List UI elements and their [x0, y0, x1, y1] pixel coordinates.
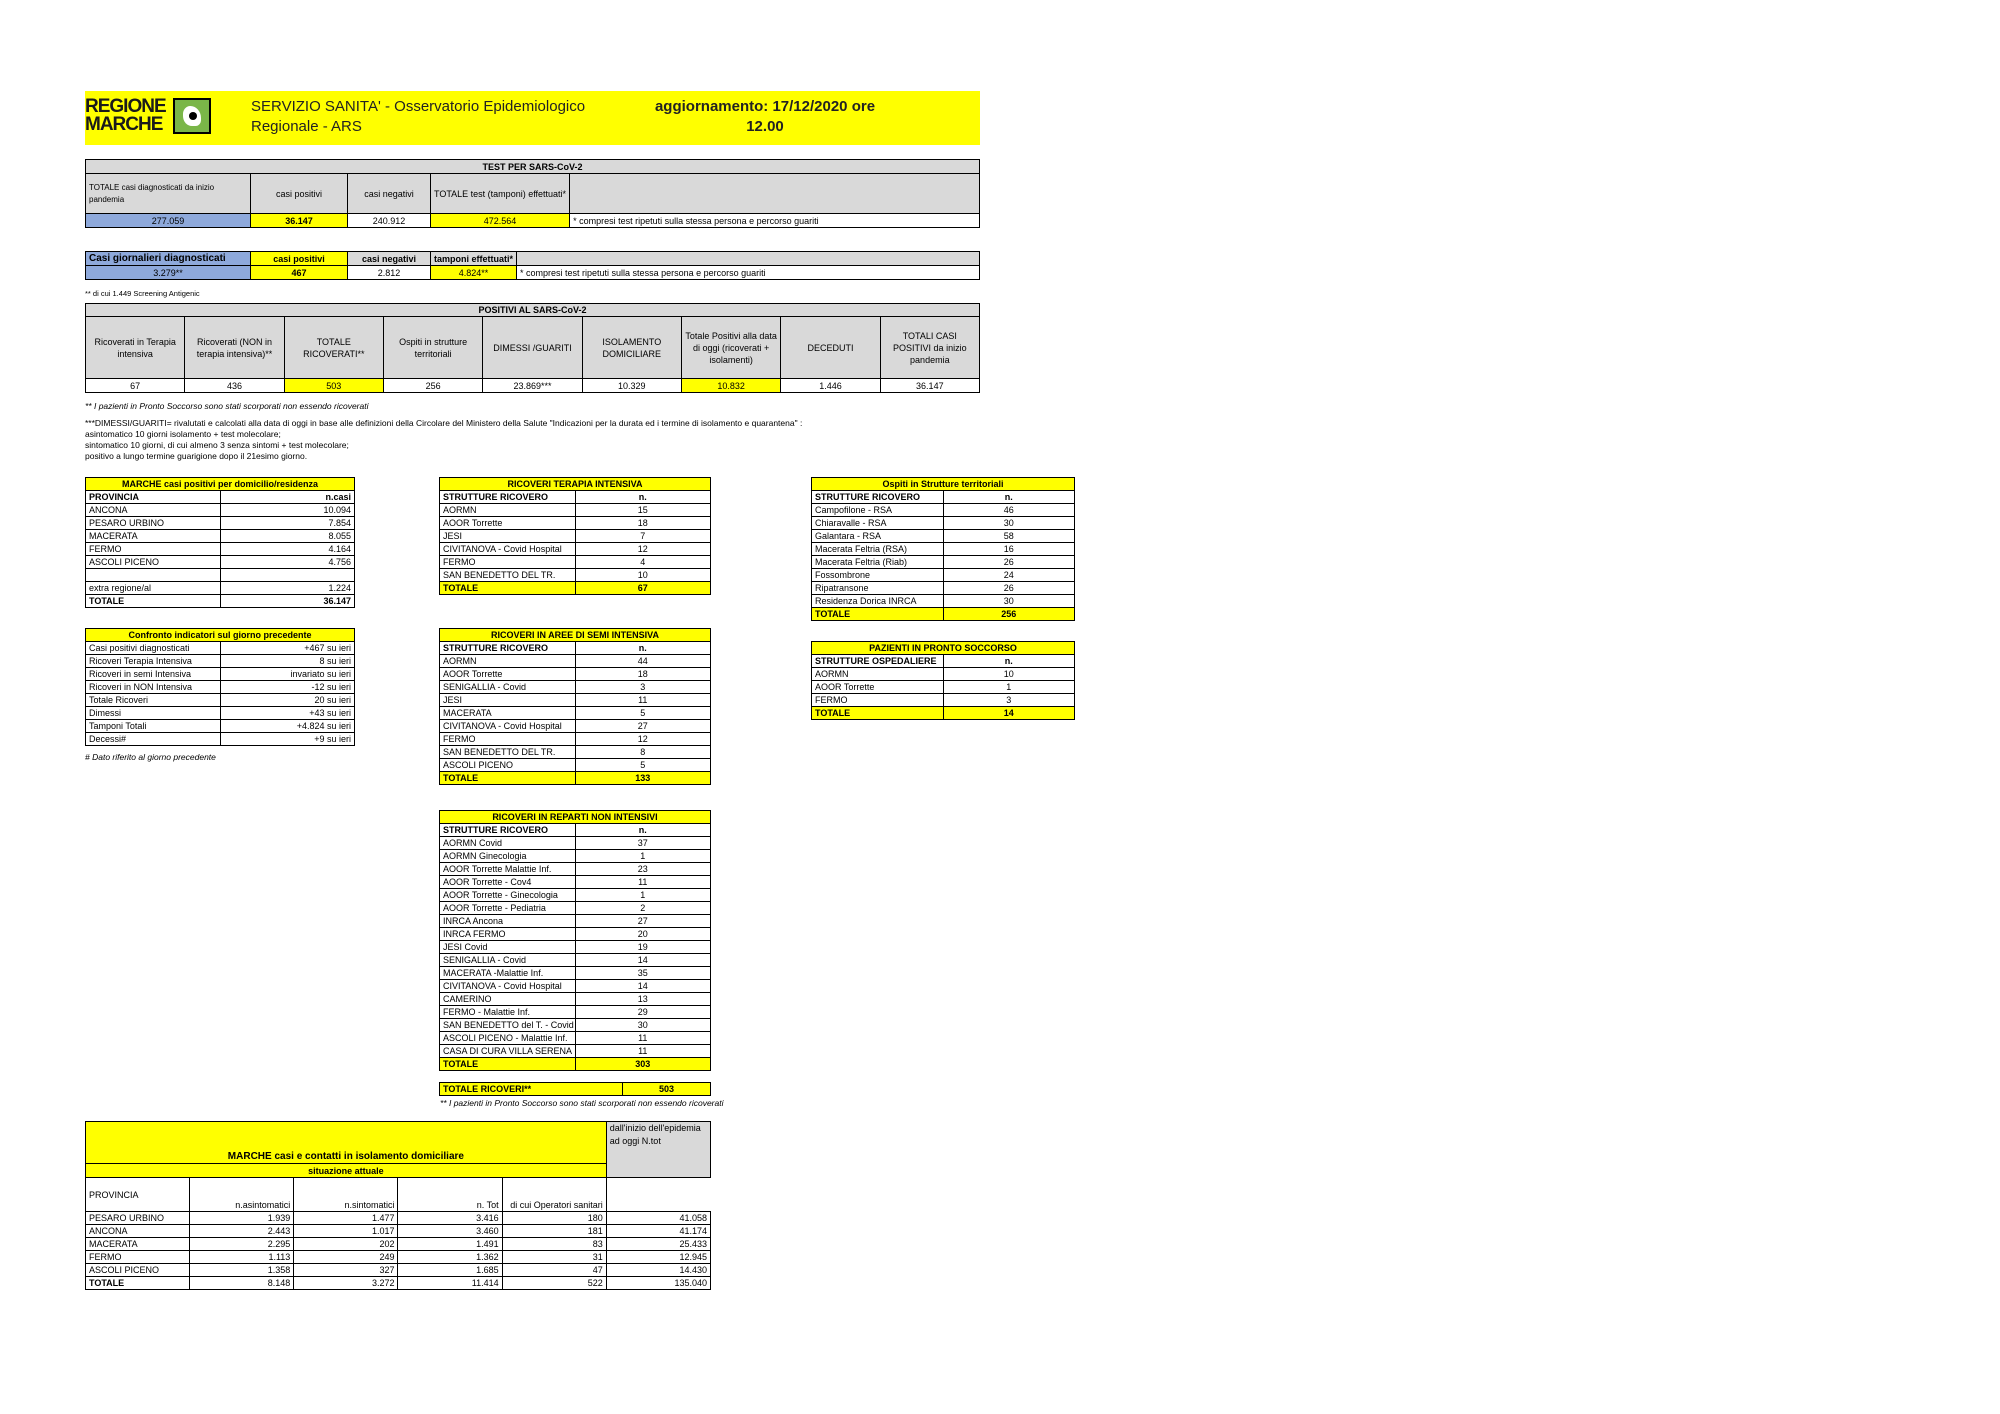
isolamento-cell: 249 — [294, 1251, 398, 1264]
positivi-table — [85, 303, 980, 393]
si-value: 3 — [575, 681, 711, 694]
si-value: 5 — [575, 707, 711, 720]
si-value: 8 — [575, 746, 711, 759]
isolamento-cell: 180 — [502, 1212, 606, 1225]
ti-struttura: SAN BENEDETTO DEL TR. — [440, 569, 576, 582]
daily-header-empty — [517, 252, 980, 266]
tests-header-negativi: casi negativi — [348, 174, 431, 214]
ni-struttura: ASCOLI PICENO - Malattie Inf. — [440, 1032, 576, 1045]
ni-value: 2 — [575, 902, 711, 915]
ti-struttura: CIVITANOVA - Covid Hospital — [440, 543, 576, 556]
isolamento-cell: 1.113 — [190, 1251, 294, 1264]
ps-title: PAZIENTI IN PRONTO SOCCORSO — [812, 642, 1075, 655]
totale-ricoveri-label: TOTALE RICOVERI** — [440, 1083, 623, 1096]
pronto-soccorso-table — [811, 641, 1075, 720]
ni-value: 11 — [575, 1032, 711, 1045]
isolamento-total-cell: 135.040 — [606, 1277, 710, 1290]
ni-value: 19 — [575, 941, 711, 954]
positivi-header-ospiti: Ospiti in strutture territoriali — [383, 317, 482, 379]
si-total-value: 133 — [575, 772, 711, 785]
update-line1: aggiornamento: 17/12/2020 ore — [654, 98, 876, 115]
ni-struttura: INRCA FERMO — [440, 928, 576, 941]
si-col1: STRUTTURE RICOVERO — [440, 642, 576, 655]
semi-intensiva-table — [439, 628, 711, 785]
tests-value-negativi: 240.912 — [348, 214, 431, 228]
isolamento-cell: 2.295 — [190, 1238, 294, 1251]
daily-value-negativi: 2.812 — [348, 266, 431, 280]
isolamento-title: MARCHE casi e contatti in isolamento domiciliare — [86, 1122, 607, 1164]
positivi-header-totric: TOTALE RICOVERATI** — [284, 317, 383, 379]
provincia-value: 10.094 — [220, 504, 355, 517]
ps-col1: STRUTTURE OSPEDALIERE — [812, 655, 944, 668]
ni-struttura: JESI Covid — [440, 941, 576, 954]
ps-value: 1 — [943, 681, 1075, 694]
daily-value-positivi: 467 — [251, 266, 348, 280]
ti-value: 7 — [575, 530, 711, 543]
confronto-value: +4.824 su ieri — [220, 720, 355, 733]
provincia-name: MACERATA — [86, 530, 221, 543]
isolamento-total-label: TOTALE — [86, 1277, 190, 1290]
dimessi-note-line: positivo a lungo termine guarigione dopo il 21esimo giorno. — [85, 451, 308, 461]
provincia-value: 4.164 — [220, 543, 355, 556]
ni-value: 29 — [575, 1006, 711, 1019]
provincia-value: 8.055 — [220, 530, 355, 543]
confronto-label: Ricoveri in NON Intensiva — [86, 681, 221, 694]
isolamento-cell: 327 — [294, 1264, 398, 1277]
positivi-header-dimessi: DIMESSI /GUARITI — [483, 317, 582, 379]
positivi-value-nonti: 436 — [185, 379, 284, 393]
daily-value-tamponi: 4.824** — [431, 266, 517, 280]
provincia-name: PESARO URBINO — [86, 517, 221, 530]
ni-value: 30 — [575, 1019, 711, 1032]
tests-header-empty — [570, 174, 980, 214]
totale-ricoveri-table — [439, 1082, 711, 1096]
si-value: 12 — [575, 733, 711, 746]
confronto-title: Confronto indicatori sul giorno precedente — [86, 629, 355, 642]
ti-col2: n. — [575, 491, 711, 504]
ni-struttura: AORMN Ginecologia — [440, 850, 576, 863]
tests-title: TEST PER SARS-CoV-2 — [86, 160, 980, 174]
si-value: 11 — [575, 694, 711, 707]
positivi-value-totali: 36.147 — [880, 379, 979, 393]
ni-struttura: AOOR Torrette Malattie Inf. — [440, 863, 576, 876]
positivi-header-totpos: Totale Positivi alla data di oggi (ricoverati + isolamenti) — [681, 317, 780, 379]
provincia-col1: PROVINCIA — [86, 491, 221, 504]
confronto-label: Ricoveri in semi Intensiva — [86, 668, 221, 681]
ti-struttura: AOOR Torrette — [440, 517, 576, 530]
totale-ricoveri-note: ** I pazienti in Pronto Soccorso sono stati scorporati non essendo ricoverati — [440, 1098, 724, 1108]
si-struttura: JESI — [440, 694, 576, 707]
ni-value: 23 — [575, 863, 711, 876]
ni-value: 1 — [575, 889, 711, 902]
ni-value: 14 — [575, 954, 711, 967]
ps-struttura: FERMO — [812, 694, 944, 707]
ni-struttura: AOOR Torrette - Pediatria — [440, 902, 576, 915]
positivi-value-totpos: 10.832 — [681, 379, 780, 393]
provincia-value: 4.756 — [220, 556, 355, 569]
non-intensivi-table — [439, 810, 711, 1071]
si-value: 5 — [575, 759, 711, 772]
ni-value: 11 — [575, 876, 711, 889]
confronto-value: +9 su ieri — [220, 733, 355, 746]
isolamento-total-cell: 522 — [502, 1277, 606, 1290]
ni-col1: STRUTTURE RICOVERO — [440, 824, 576, 837]
header-banner — [85, 91, 980, 145]
ti-struttura: JESI — [440, 530, 576, 543]
isolamento-cell: 202 — [294, 1238, 398, 1251]
isolamento-cell: 1.358 — [190, 1264, 294, 1277]
positivi-header-totali: TOTALI CASI POSITIVI da inizio pandemia — [880, 317, 979, 379]
ospiti-value: 24 — [943, 569, 1075, 582]
daily-table — [85, 251, 980, 280]
isolamento-cell: 47 — [502, 1264, 606, 1277]
ps-total-value: 14 — [943, 707, 1075, 720]
tests-value-positivi: 36.147 — [251, 214, 348, 228]
positivi-note: ** I pazienti in Pronto Soccorso sono stati scorporati non essendo ricoverati — [85, 401, 369, 411]
provincia-col2: n.casi — [220, 491, 355, 504]
si-struttura: AORMN — [440, 655, 576, 668]
ti-value: 18 — [575, 517, 711, 530]
ospiti-struttura: Ripatransone — [812, 582, 944, 595]
provincia-name: ANCONA — [86, 504, 221, 517]
dimessi-note-line: sintomatico 10 giorni, di cui almeno 3 senza sintomi + test molecolare; — [85, 440, 349, 450]
ospiti-col1: STRUTTURE RICOVERO — [812, 491, 944, 504]
ps-total-label: TOTALE — [812, 707, 944, 720]
si-struttura: ASCOLI PICENO — [440, 759, 576, 772]
confronto-value: invariato su ieri — [220, 668, 355, 681]
positivi-value-deceduti: 1.446 — [781, 379, 880, 393]
confronto-label: Tamponi Totali — [86, 720, 221, 733]
isolamento-cell: 1.685 — [398, 1264, 502, 1277]
logo-emblem-icon — [173, 98, 211, 134]
positivi-value-isolamento: 10.329 — [582, 379, 681, 393]
tests-value-tamponi: 472.564 — [431, 214, 570, 228]
ti-struttura: FERMO — [440, 556, 576, 569]
daily-header-tamponi: tamponi effettuati* — [431, 252, 517, 266]
ni-total-label: TOTALE — [440, 1058, 576, 1071]
confronto-value: +467 su ieri — [220, 642, 355, 655]
positivi-header-deceduti: DECEDUTI — [781, 317, 880, 379]
ps-col2: n. — [943, 655, 1075, 668]
ti-struttura: AORMN — [440, 504, 576, 517]
isolamento-cell: 31 — [502, 1251, 606, 1264]
isolamento-header-tot: n. Tot — [398, 1178, 502, 1212]
ni-value: 14 — [575, 980, 711, 993]
logo-line1: REGIONE — [85, 96, 166, 117]
ospiti-value: 46 — [943, 504, 1075, 517]
ti-col1: STRUTTURE RICOVERO — [440, 491, 576, 504]
positivi-header-nonti: Ricoverati (NON in terapia intensiva)** — [185, 317, 284, 379]
service-title — [251, 97, 585, 137]
tests-header-positivi: casi positivi — [251, 174, 348, 214]
service-line1: SERVIZIO SANITA' - Osservatorio Epidemiologico — [251, 98, 586, 115]
dimessi-note-line: ***DIMESSI/GUARITI= rivalutati e calcolati alla data di oggi in base alle definizioni della Circolare del Ministero della Salute "Indicazioni per la durata ed i termine di isolamento e quarantena" : — [85, 418, 803, 428]
isolamento-total-cell: 3.272 — [294, 1277, 398, 1290]
provincia-value: 1.224 — [220, 582, 355, 595]
provincia-title: MARCHE casi positivi per domicilio/residenza — [86, 478, 355, 491]
ps-struttura: AORMN — [812, 668, 944, 681]
isolamento-cell: 83 — [502, 1238, 606, 1251]
ospiti-value: 58 — [943, 530, 1075, 543]
ni-struttura: CAMERINO — [440, 993, 576, 1006]
isolamento-cell: 3.416 — [398, 1212, 502, 1225]
confronto-label: Decessi# — [86, 733, 221, 746]
confronto-value: +43 su ieri — [220, 707, 355, 720]
si-struttura: MACERATA — [440, 707, 576, 720]
ni-struttura: CASA DI CURA VILLA SERENA — [440, 1045, 576, 1058]
dimessi-note-line: asintomatico 10 giorni isolamento + test molecolare; — [85, 429, 281, 439]
si-struttura: FERMO — [440, 733, 576, 746]
si-struttura: AOOR Torrette — [440, 668, 576, 681]
si-struttura: CIVITANOVA - Covid Hospital — [440, 720, 576, 733]
confronto-label: Totale Ricoveri — [86, 694, 221, 707]
ospiti-struttura: Chiaravalle - RSA — [812, 517, 944, 530]
provincia-total-label: TOTALE — [86, 595, 221, 608]
ospiti-title: Ospiti in Strutture territoriali — [812, 478, 1075, 491]
logo-line2: MARCHE — [85, 114, 163, 135]
provincia-value: 7.854 — [220, 517, 355, 530]
ni-struttura: AOOR Torrette - Ginecologia — [440, 889, 576, 902]
ospiti-value: 26 — [943, 556, 1075, 569]
isolamento-cell: 1.939 — [190, 1212, 294, 1225]
isolamento-total-cell: 8.148 — [190, 1277, 294, 1290]
positivi-header-isolamento: ISOLAMENTO DOMICILIARE — [582, 317, 681, 379]
ospiti-value: 26 — [943, 582, 1075, 595]
ni-value: 27 — [575, 915, 711, 928]
isolamento-total-cell: 11.414 — [398, 1277, 502, 1290]
update-info — [645, 97, 885, 137]
provincia-total-value: 36.147 — [220, 595, 355, 608]
ti-total-label: TOTALE — [440, 582, 576, 595]
isolamento-provincia: PESARO URBINO — [86, 1212, 190, 1225]
isolamento-provincia: ASCOLI PICENO — [86, 1264, 190, 1277]
provincia-table — [85, 477, 355, 608]
ospiti-value: 30 — [943, 517, 1075, 530]
ti-value: 12 — [575, 543, 711, 556]
ni-struttura: INRCA Ancona — [440, 915, 576, 928]
ni-struttura: SENIGALLIA - Covid — [440, 954, 576, 967]
ospiti-total-label: TOTALE — [812, 608, 944, 621]
isolamento-cell: 12.945 — [606, 1251, 710, 1264]
si-col2: n. — [575, 642, 711, 655]
isolamento-cell: 25.433 — [606, 1238, 710, 1251]
daily-header-positivi: casi positivi — [251, 252, 348, 266]
positivi-value-totric: 503 — [284, 379, 383, 393]
totale-ricoveri-value: 503 — [623, 1083, 711, 1096]
isolamento-since-label: dall'inizio dell'epidemia ad oggi N.tot — [606, 1122, 710, 1178]
isolamento-cell: 181 — [502, 1225, 606, 1238]
ospiti-struttura: Macerata Feltria (Riab) — [812, 556, 944, 569]
confronto-label: Casi positivi diagnosticati — [86, 642, 221, 655]
provincia-name — [86, 569, 221, 582]
ospiti-struttura: Residenza Dorica INRCA — [812, 595, 944, 608]
ni-total-value: 303 — [575, 1058, 711, 1071]
isolamento-cell: 1.477 — [294, 1212, 398, 1225]
positivi-value-ospiti: 256 — [383, 379, 482, 393]
provincia-name: ASCOLI PICENO — [86, 556, 221, 569]
provincia-value — [220, 569, 355, 582]
provincia-name: FERMO — [86, 543, 221, 556]
si-title: RICOVERI IN AREE DI SEMI INTENSIVA — [440, 629, 711, 642]
isolamento-cell: 2.443 — [190, 1225, 294, 1238]
service-line2: Regionale - ARS — [251, 118, 362, 135]
confronto-label: Ricoveri Terapia Intensiva — [86, 655, 221, 668]
ospiti-value: 30 — [943, 595, 1075, 608]
isolamento-cell: 1.491 — [398, 1238, 502, 1251]
isolamento-header-asintomatici: n.asintomatici — [190, 1178, 294, 1212]
daily-header-negativi: casi negativi — [348, 252, 431, 266]
ni-value: 20 — [575, 928, 711, 941]
dimessi-notes — [85, 418, 802, 462]
ospiti-col2: n. — [943, 491, 1075, 504]
tests-note: * compresi test ripetuti sulla stessa persona e percorso guariti — [570, 214, 980, 228]
ti-value: 4 — [575, 556, 711, 569]
confronto-table — [85, 628, 355, 746]
ospiti-table — [811, 477, 1075, 621]
ps-value: 10 — [943, 668, 1075, 681]
isolamento-cell: 1.017 — [294, 1225, 398, 1238]
isolamento-provincia: MACERATA — [86, 1238, 190, 1251]
update-line2: 12.00 — [746, 118, 784, 135]
ospiti-struttura: Galantara - RSA — [812, 530, 944, 543]
isolamento-cell: 41.058 — [606, 1212, 710, 1225]
si-total-label: TOTALE — [440, 772, 576, 785]
ni-struttura: SAN BENEDETTO del T. - Covid — [440, 1019, 576, 1032]
isolamento-header-provincia: PROVINCIA — [86, 1178, 190, 1212]
si-value: 44 — [575, 655, 711, 668]
regione-marche-logo — [85, 95, 213, 141]
ni-value: 13 — [575, 993, 711, 1006]
ni-value: 37 — [575, 837, 711, 850]
confronto-note: # Dato riferito al giorno precedente — [85, 752, 216, 762]
ti-value: 15 — [575, 504, 711, 517]
ospiti-struttura: Macerata Feltria (RSA) — [812, 543, 944, 556]
confronto-value: 20 su ieri — [220, 694, 355, 707]
tests-value-totale: 277.059 — [86, 214, 251, 228]
isolamento-provincia: FERMO — [86, 1251, 190, 1264]
tests-header-tamponi: TOTALE test (tamponi) effettuati* — [431, 174, 570, 214]
daily-footnote: ** di cui 1.449 Screening Antigenic — [85, 289, 200, 298]
ospiti-total-value: 256 — [943, 608, 1075, 621]
ni-struttura: MACERATA -Malattie Inf. — [440, 967, 576, 980]
confronto-value: 8 su ieri — [220, 655, 355, 668]
isolamento-subtitle: situazione attuale — [86, 1164, 607, 1178]
ni-struttura: FERMO - Malattie Inf. — [440, 1006, 576, 1019]
isolamento-table — [85, 1121, 711, 1290]
positivi-header-ti: Ricoverati in Terapia intensiva — [86, 317, 185, 379]
daily-note: * compresi test ripetuti sulla stessa persona e percorso guariti — [517, 266, 980, 280]
ni-value: 11 — [575, 1045, 711, 1058]
ni-struttura: AOOR Torrette - Cov4 — [440, 876, 576, 889]
isolamento-provincia: ANCONA — [86, 1225, 190, 1238]
ni-value: 1 — [575, 850, 711, 863]
si-struttura: SAN BENEDETTO DEL TR. — [440, 746, 576, 759]
positivi-value-ti: 67 — [86, 379, 185, 393]
isolamento-cell: 1.362 — [398, 1251, 502, 1264]
isolamento-header-sintomatici: n.sintomatici — [294, 1178, 398, 1212]
positivi-title: POSITIVI AL SARS-CoV-2 — [86, 304, 980, 317]
tests-table — [85, 159, 980, 228]
daily-header-casi: Casi giornalieri diagnosticati — [86, 252, 251, 266]
si-value: 18 — [575, 668, 711, 681]
provincia-name: extra regione/al — [86, 582, 221, 595]
ospiti-value: 16 — [943, 543, 1075, 556]
si-struttura: SENIGALLIA - Covid — [440, 681, 576, 694]
ni-struttura: CIVITANOVA - Covid Hospital — [440, 980, 576, 993]
si-value: 27 — [575, 720, 711, 733]
confronto-label: Dimessi — [86, 707, 221, 720]
ni-col2: n. — [575, 824, 711, 837]
ospiti-struttura: Campofilone - RSA — [812, 504, 944, 517]
positivi-value-dimessi: 23.869*** — [483, 379, 582, 393]
isolamento-cell: 41.174 — [606, 1225, 710, 1238]
ni-struttura: AORMN Covid — [440, 837, 576, 850]
ti-total-value: 67 — [575, 582, 711, 595]
tests-header-totale: TOTALE casi diagnosticati da inizio pandemia — [86, 174, 251, 214]
confronto-value: -12 su ieri — [220, 681, 355, 694]
isolamento-header-operatori: di cui Operatori sanitari — [502, 1178, 606, 1212]
ni-title: RICOVERI IN REPARTI NON INTENSIVI — [440, 811, 711, 824]
isolamento-cell: 14.430 — [606, 1264, 710, 1277]
ospiti-struttura: Fossombrone — [812, 569, 944, 582]
ti-title: RICOVERI TERAPIA INTENSIVA — [440, 478, 711, 491]
ps-struttura: AOOR Torrette — [812, 681, 944, 694]
ti-value: 10 — [575, 569, 711, 582]
ps-value: 3 — [943, 694, 1075, 707]
terapia-intensiva-table — [439, 477, 711, 595]
ni-value: 35 — [575, 967, 711, 980]
isolamento-cell: 3.460 — [398, 1225, 502, 1238]
daily-value-casi: 3.279** — [86, 266, 251, 280]
